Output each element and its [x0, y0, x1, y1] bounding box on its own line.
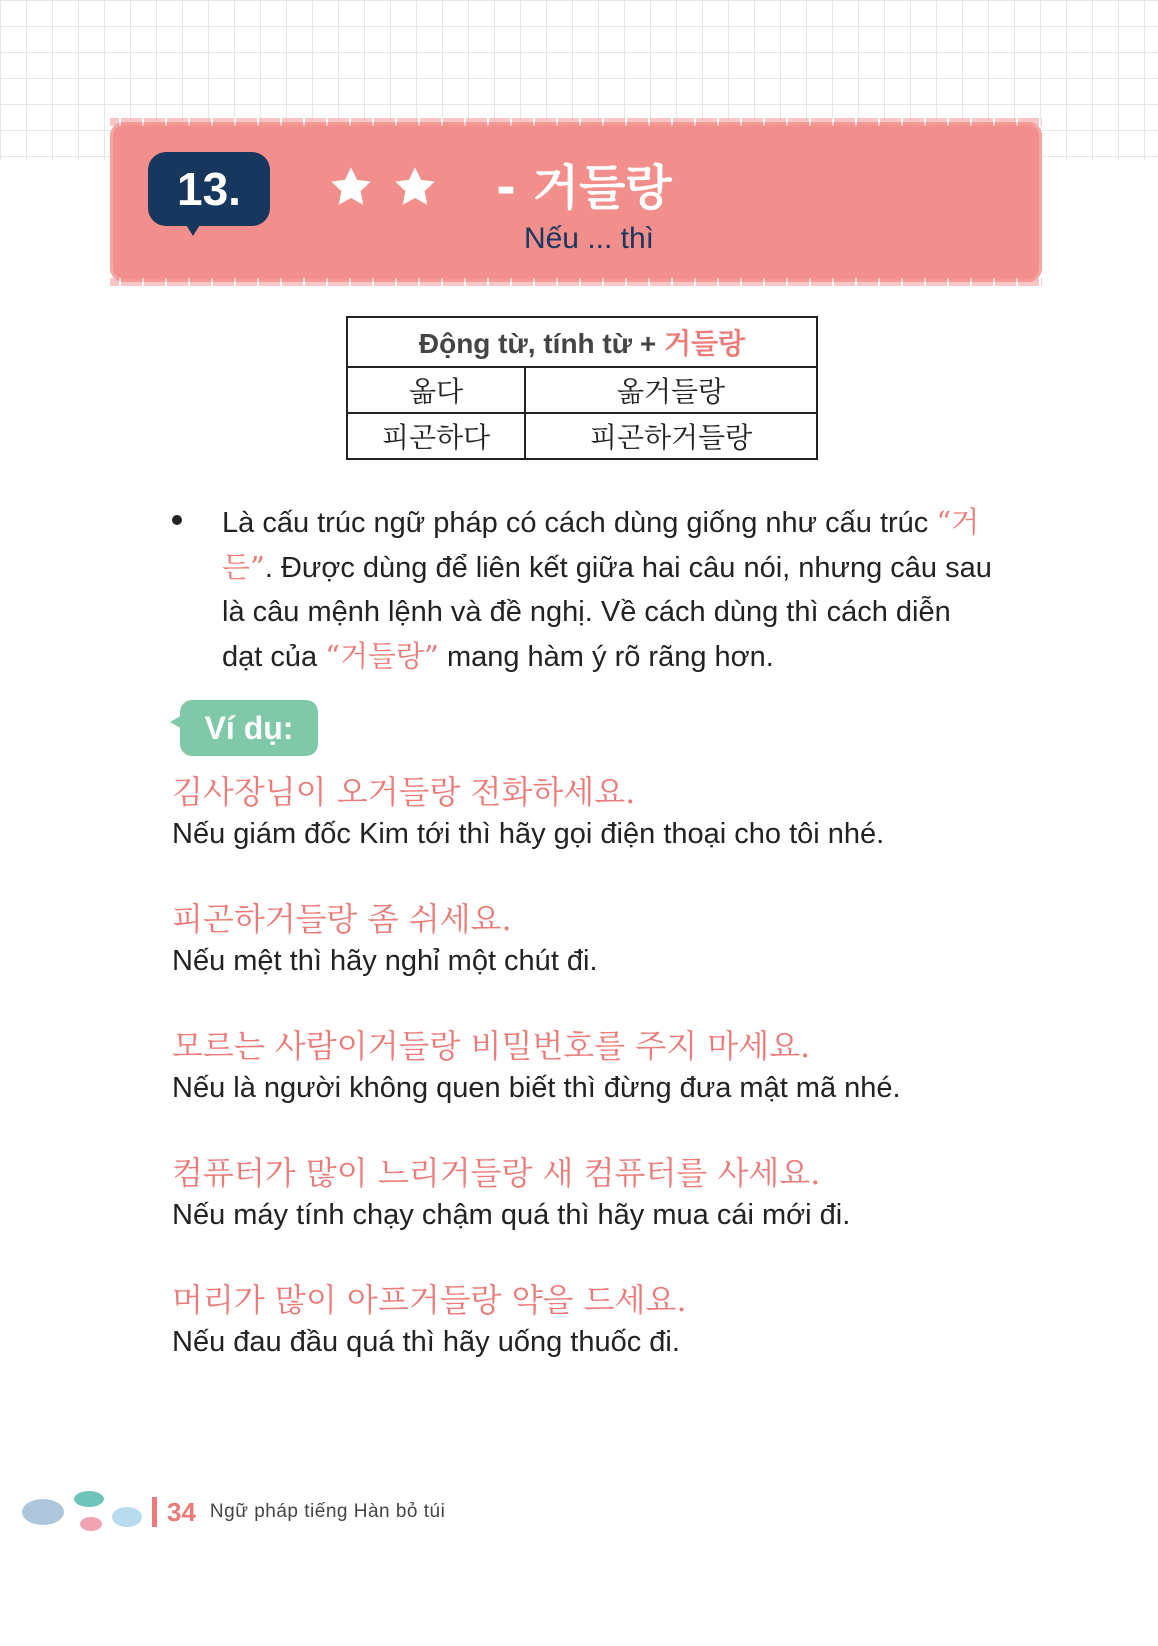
clouds-icon: [22, 1487, 152, 1537]
bullet-icon: [172, 515, 182, 525]
grammar-meaning: Nếu ... thì: [523, 222, 655, 255]
example-item: [172, 1024, 1072, 1108]
example-korean: 피곤하거들랑 좀 쉬세요.: [172, 900, 512, 938]
explanation-quote: “거든”: [222, 505, 980, 584]
example-korean: 김사장님이 오거들랑 전화하세요.: [172, 773, 636, 811]
explanation-part: Là cấu trúc ngữ pháp có cách dùng giống như cấu trúc: [222, 507, 937, 539]
footer-divider: [152, 1497, 157, 1527]
banner-edge-bottom: [110, 278, 1042, 286]
example-item: [172, 1151, 1072, 1235]
explanation-text: [222, 500, 992, 679]
conjugated-form: 옮거들랑: [525, 367, 817, 413]
example-translation: Nếu máy tính chạy chậm quá thì hãy mua cái mới đi.: [172, 1199, 851, 1231]
difficulty-stars: [326, 162, 440, 212]
page-footer: [22, 1482, 445, 1542]
grammar-title: - 거들랑: [496, 160, 672, 216]
table-header-text: Động từ, tính từ +: [418, 328, 664, 359]
example-item: [172, 897, 1072, 981]
banner-edge-top: [110, 118, 1042, 126]
explanation-part: . Được dùng để liên kết giữa hai câu nói, nhưng câu sau là câu mệnh lệnh và đề nghị. Về cách dùng thì cách diễn dạt của: [222, 552, 992, 673]
example-translation: Nếu mệt thì hãy nghỉ một chút đi.: [172, 945, 598, 977]
example-translation: Nếu là người không quen biết thì đừng đưa mật mã nhé.: [172, 1072, 901, 1104]
table-header-ending: 거들랑: [663, 328, 746, 359]
example-item: [172, 770, 1072, 854]
page-number: 34: [167, 1496, 196, 1527]
star-icon: [390, 162, 440, 212]
explanation-part: mang hàm ý rõ rãng hơn.: [438, 641, 774, 673]
base-form: 피곤하다: [347, 413, 525, 459]
book-title: Ngữ pháp tiếng Hàn bỏ túi: [209, 1501, 446, 1522]
example-translation: Nếu giám đốc Kim tới thì hãy gọi điện thoại cho tôi nhé.: [172, 818, 885, 850]
example-korean: 머리가 많이 아프거들랑 약을 드세요.: [172, 1281, 687, 1319]
example-korean: 컴퓨터가 많이 느리거들랑 새 컴퓨터를 사세요.: [172, 1154, 821, 1192]
example-item: [172, 1278, 1072, 1362]
example-korean: 모르는 사람이거들랑 비밀번호를 주지 마세요.: [172, 1027, 811, 1065]
lesson-number: 13.: [148, 152, 270, 226]
star-icon: [326, 162, 376, 212]
explanation-quote: “거들랑”: [325, 639, 439, 673]
conjugation-table: [346, 316, 818, 460]
table-row: [347, 367, 817, 413]
base-form: 옮다: [347, 367, 525, 413]
conjugated-form: 피곤하거들랑: [525, 413, 817, 459]
example-tag: Ví dụ:: [180, 700, 318, 756]
table-row: [347, 413, 817, 459]
table-header: [347, 317, 817, 367]
example-translation: Nếu đau đầu quá thì hãy uống thuốc đi.: [172, 1326, 680, 1358]
